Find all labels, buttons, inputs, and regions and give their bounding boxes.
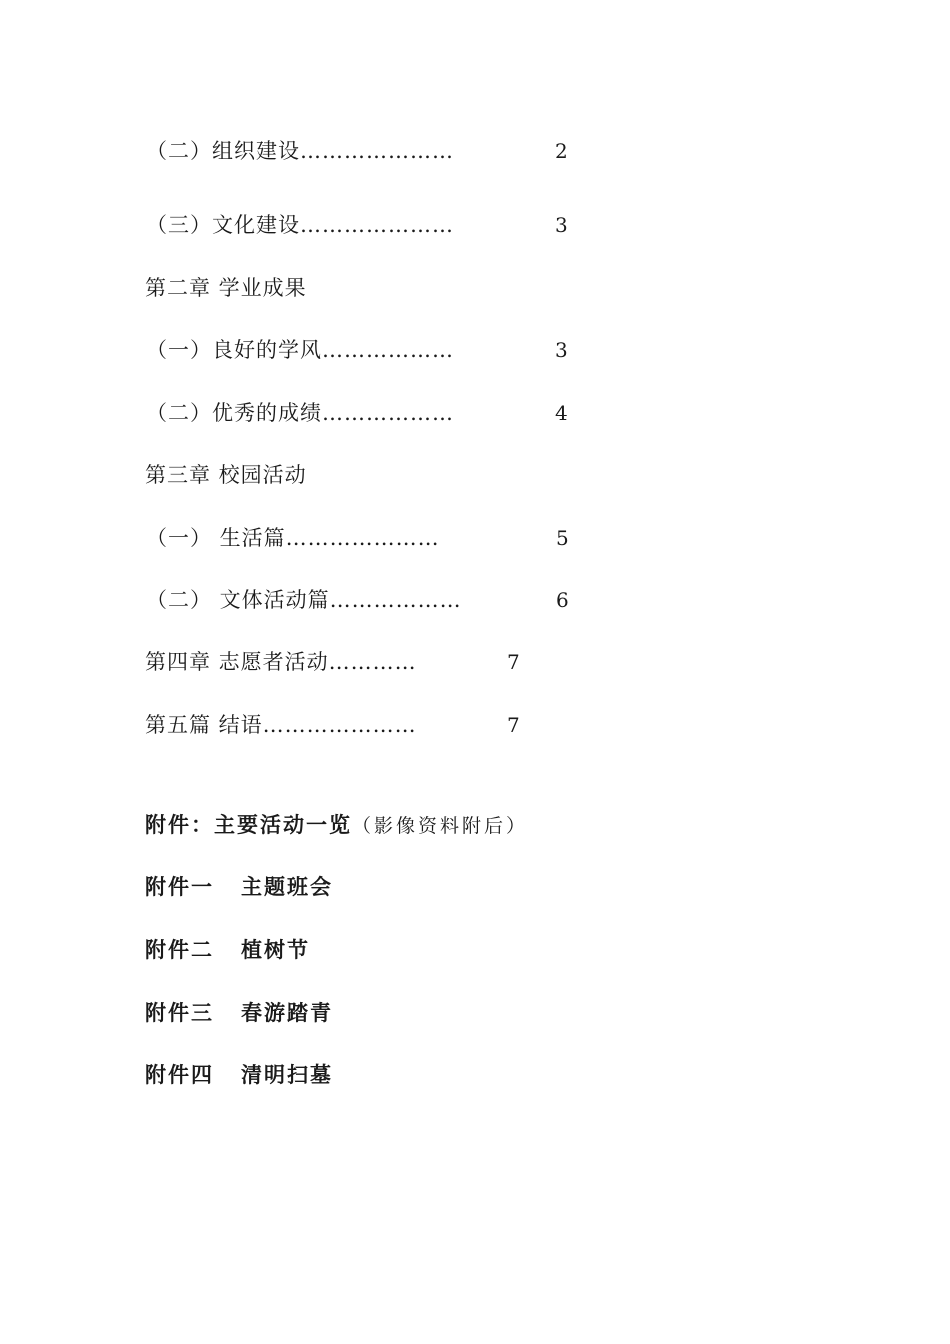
toc-page-number: 6	[556, 588, 569, 612]
toc-page-number: 7	[507, 713, 520, 737]
attachment-label: 附件一	[145, 875, 214, 899]
toc-page-number: 7	[507, 650, 520, 674]
toc-page-number: 5	[556, 526, 569, 550]
toc-entry-study-style	[146, 336, 454, 364]
attachment-title: 清明扫墓	[241, 1063, 333, 1087]
attachment-label: 附件二	[145, 938, 214, 962]
toc-entry-text: （二）优秀的成绩………………	[146, 401, 454, 425]
toc-page-number: 2	[555, 139, 568, 163]
toc-entry-culture	[146, 211, 454, 239]
toc-chapter-2: 第二章 学业成果	[145, 276, 307, 300]
attachment-item	[145, 1061, 333, 1089]
attachment-title: 主题班会	[241, 875, 333, 899]
toc-chapter-3: 第三章 校园活动	[145, 463, 307, 487]
attachment-item	[145, 873, 333, 901]
toc-chapter-5: 第五篇 结语…………………	[145, 713, 417, 737]
toc-entry-grades	[146, 399, 454, 427]
toc-page-number: 3	[555, 338, 568, 362]
toc-entry-text: （一）良好的学风………………	[146, 338, 454, 362]
attachments-heading-row	[145, 811, 528, 840]
toc-entry-organization	[146, 137, 454, 165]
toc-entry-text: （一） 生活篇…………………	[146, 526, 440, 550]
attachment-item	[145, 999, 333, 1027]
toc-page-number: 3	[555, 213, 568, 237]
attachment-title: 植树节	[241, 938, 310, 962]
attachment-label: 附件四	[145, 1063, 214, 1087]
attachments-heading: 附件：主要活动一览	[145, 813, 352, 837]
toc-entry-text: （三）文化建设…………………	[146, 213, 454, 237]
attachment-label: 附件三	[145, 1001, 214, 1025]
toc-entry-text: （二）组织建设…………………	[146, 139, 454, 163]
toc-entry-text: （二） 文体活动篇………………	[146, 588, 462, 612]
toc-entry-sports	[146, 586, 462, 614]
toc-page-number: 4	[555, 401, 568, 425]
attachments-heading-note: （影像资料附后）	[352, 815, 529, 837]
toc-chapter-4: 第四章 志愿者活动…………	[145, 650, 417, 674]
toc-entry-life	[146, 524, 440, 552]
attachment-title: 春游踏青	[241, 1001, 333, 1025]
attachment-item	[145, 936, 310, 964]
